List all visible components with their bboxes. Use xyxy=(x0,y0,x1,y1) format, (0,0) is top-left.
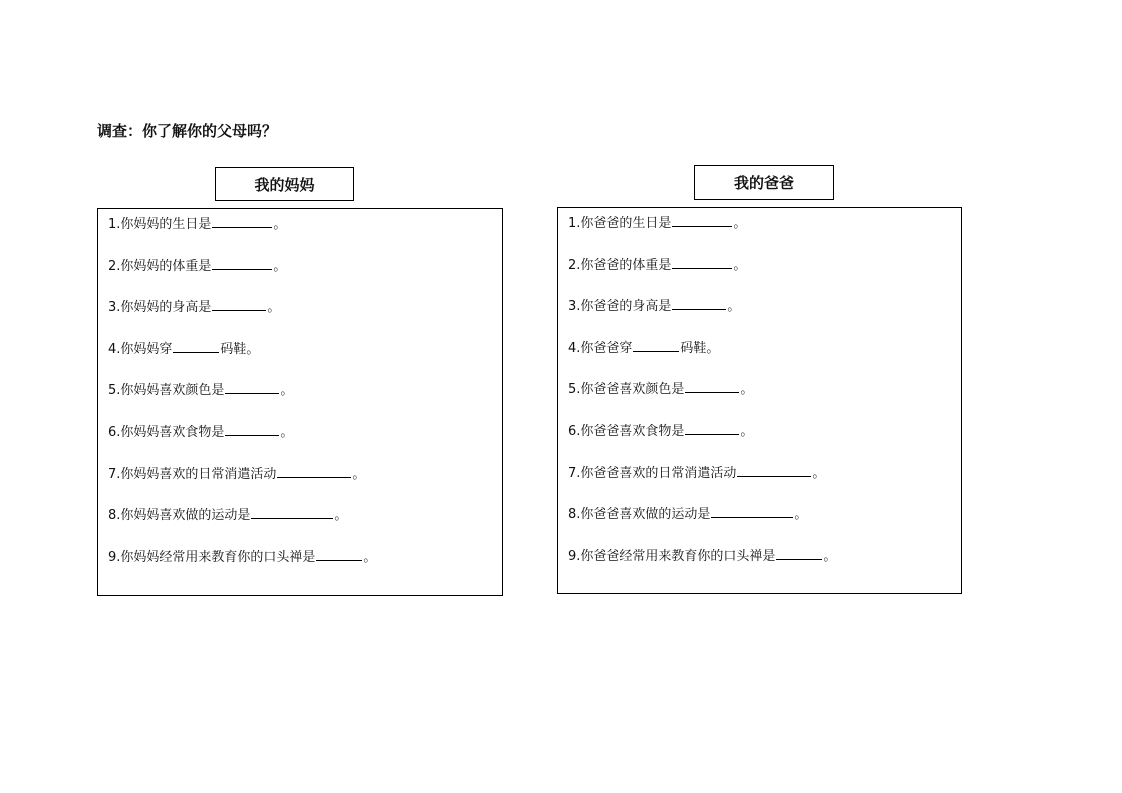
answer-blank[interactable] xyxy=(225,424,279,436)
question-suffix: 。 xyxy=(740,382,754,398)
question-suffix: 码鞋。 xyxy=(680,340,720,356)
question-suffix: 。 xyxy=(334,508,348,524)
mother-question-3 xyxy=(108,298,502,340)
answer-blank[interactable] xyxy=(316,549,362,561)
question-text: 1.你妈妈的生日是 xyxy=(108,217,212,232)
father-question-3 xyxy=(568,297,961,339)
question-suffix: 。 xyxy=(733,216,747,231)
answer-blank[interactable] xyxy=(277,466,351,478)
question-text: 3.你爸爸的身高是 xyxy=(568,299,672,315)
question-text: 9.你爸爸经常用来教育你的口头禅是 xyxy=(568,548,776,564)
question-suffix: 。 xyxy=(733,257,747,273)
answer-blank[interactable] xyxy=(672,298,726,310)
question-suffix: 。 xyxy=(352,466,366,482)
question-suffix: 码鞋。 xyxy=(220,341,260,357)
father-question-5 xyxy=(568,380,961,422)
question-text: 4.你爸爸穿 xyxy=(568,340,633,356)
question-suffix: 。 xyxy=(273,258,287,274)
mother-question-4 xyxy=(108,340,502,382)
mother-question-7 xyxy=(108,465,502,507)
mother-section-header: 我的妈妈 xyxy=(215,167,354,201)
mother-question-2 xyxy=(108,257,502,299)
mother-question-9 xyxy=(108,548,502,590)
question-text: 8.你妈妈喜欢做的运动是 xyxy=(108,508,251,524)
father-question-4 xyxy=(568,339,961,381)
answer-blank[interactable] xyxy=(251,507,333,519)
survey-title: 调查：你了解你的父母吗？ xyxy=(97,122,278,140)
question-text: 7.你妈妈喜欢的日常消遣活动 xyxy=(108,466,277,482)
question-suffix: 。 xyxy=(794,507,808,523)
question-text: 8.你爸爸喜欢做的运动是 xyxy=(568,507,711,523)
father-section-header: 我的爸爸 xyxy=(694,165,834,200)
question-text: 3.你妈妈的身高是 xyxy=(108,300,212,316)
question-suffix: 。 xyxy=(280,383,294,399)
answer-blank[interactable] xyxy=(212,258,272,270)
question-suffix: 。 xyxy=(363,549,377,565)
question-text: 2.你爸爸的体重是 xyxy=(568,257,672,273)
father-question-8 xyxy=(568,505,961,547)
mother-question-6 xyxy=(108,423,502,465)
answer-blank[interactable] xyxy=(212,299,266,311)
question-suffix: 。 xyxy=(740,423,754,439)
answer-blank[interactable] xyxy=(776,548,822,560)
mother-question-1 xyxy=(108,215,502,257)
question-suffix: 。 xyxy=(727,299,741,315)
answer-blank[interactable] xyxy=(711,506,793,518)
question-text: 7.你爸爸喜欢的日常消遣活动 xyxy=(568,465,737,481)
father-question-6 xyxy=(568,422,961,464)
answer-blank[interactable] xyxy=(225,382,279,394)
answer-blank[interactable] xyxy=(633,340,679,352)
question-text: 5.你爸爸喜欢颜色是 xyxy=(568,382,685,398)
question-text: 6.你爸爸喜欢食物是 xyxy=(568,423,685,439)
question-suffix: 。 xyxy=(267,300,281,316)
answer-blank[interactable] xyxy=(212,216,272,228)
answer-blank[interactable] xyxy=(685,381,739,393)
father-question-7 xyxy=(568,464,961,506)
question-text: 5.你妈妈喜欢颜色是 xyxy=(108,383,225,399)
father-question-9 xyxy=(568,547,961,589)
question-suffix: 。 xyxy=(812,465,826,481)
father-questions-box xyxy=(557,207,962,594)
question-text: 4.你妈妈穿 xyxy=(108,341,173,357)
question-text: 1.你爸爸的生日是 xyxy=(568,216,672,231)
answer-blank[interactable] xyxy=(173,341,219,353)
answer-blank[interactable] xyxy=(685,423,739,435)
answer-blank[interactable] xyxy=(672,215,732,227)
mother-question-5 xyxy=(108,381,502,423)
question-text: 9.你妈妈经常用来教育你的口头禅是 xyxy=(108,549,316,565)
father-question-1 xyxy=(568,214,961,256)
question-suffix: 。 xyxy=(273,217,287,232)
question-text: 2.你妈妈的体重是 xyxy=(108,258,212,274)
answer-blank[interactable] xyxy=(737,465,811,477)
mother-questions-box xyxy=(97,208,503,596)
father-question-2 xyxy=(568,256,961,298)
mother-question-8 xyxy=(108,506,502,548)
question-text: 6.你妈妈喜欢食物是 xyxy=(108,424,225,440)
question-suffix: 。 xyxy=(823,548,837,564)
question-suffix: 。 xyxy=(280,424,294,440)
answer-blank[interactable] xyxy=(672,257,732,269)
